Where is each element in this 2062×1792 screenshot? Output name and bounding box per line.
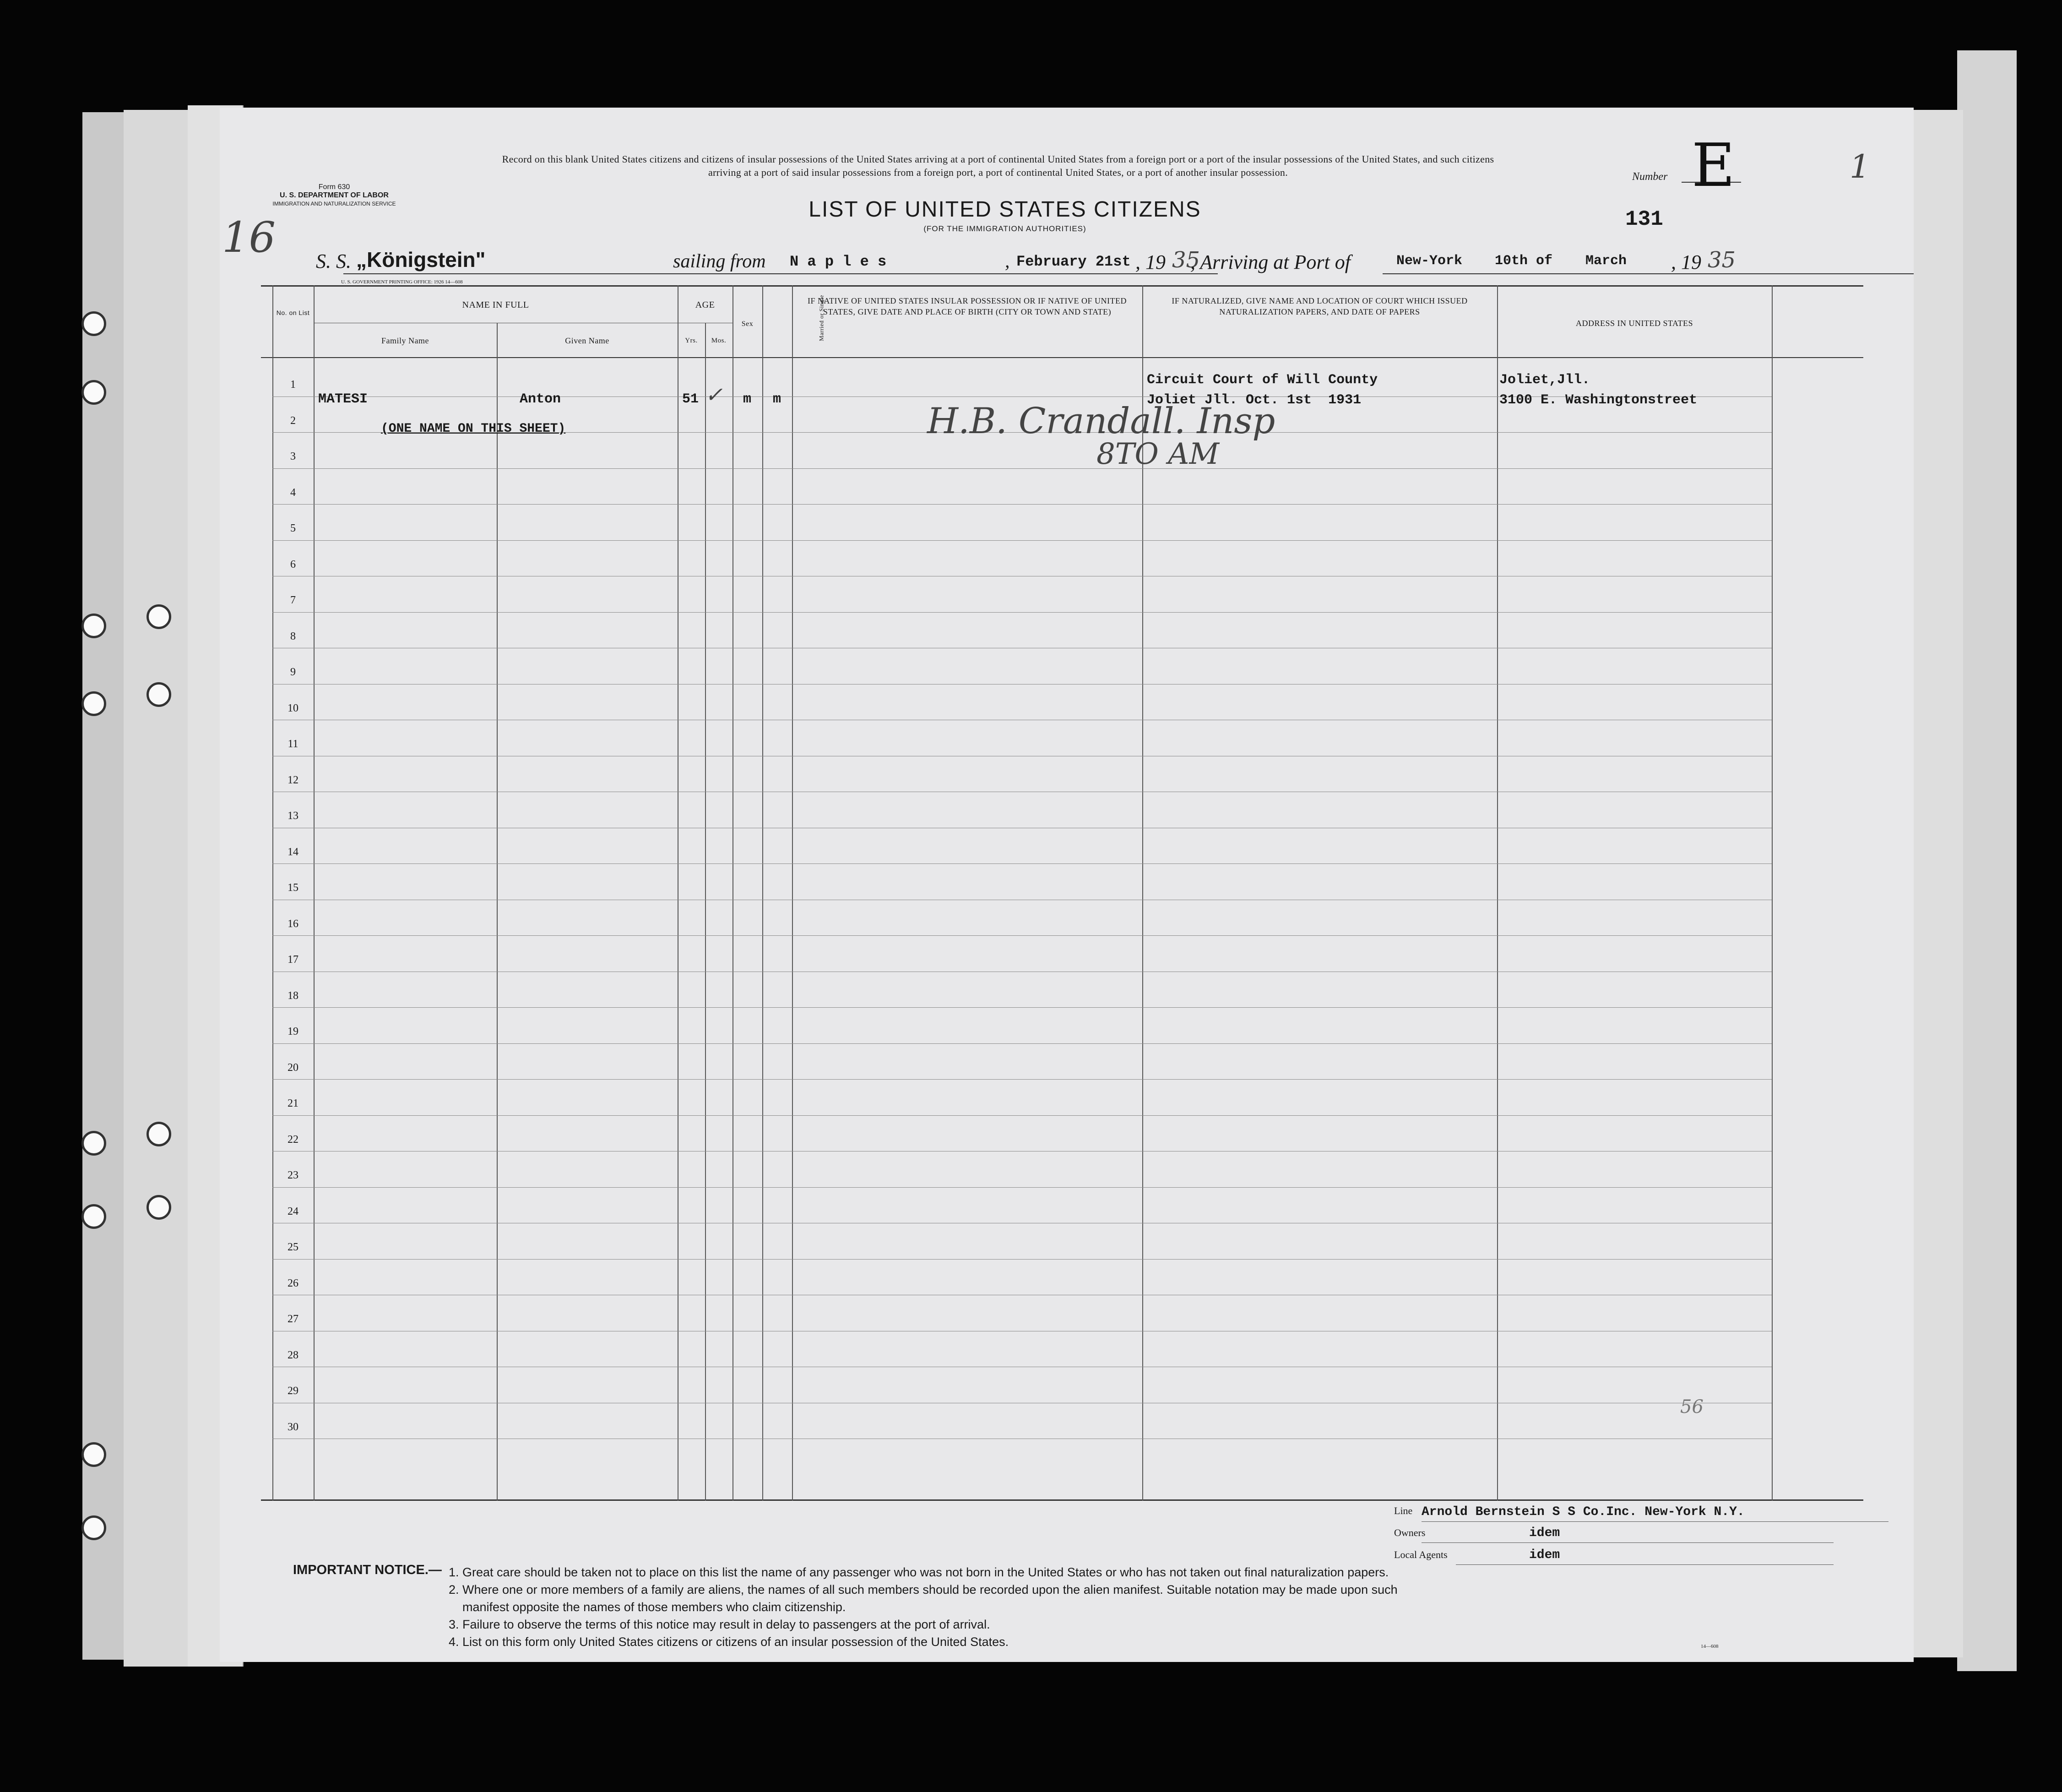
header-name-in-full: NAME IN FULL (462, 300, 529, 310)
row-number: 9 (290, 666, 296, 678)
row-rule (272, 1259, 1772, 1260)
notice-item-2a: 2. Where one or more members of a family are aliens, the names of all such members should be recorded upon the alien manifest. Suitable notation may be made upon such (449, 1583, 1398, 1597)
header-native: IF NATIVE OF UNITED STATES INSULAR POSSESSION OR IF NATIVE OF UNITED STATES, GIVE DATE AND PLACE OF BIRTH (CITY OR TOWN AND STATE) (807, 296, 1127, 316)
form-code: 14—608 (1701, 1644, 1719, 1649)
sailing-port: N a p l e s (790, 253, 887, 270)
header-no: No. on List (276, 309, 310, 316)
row-rule (272, 1079, 1772, 1080)
col-divider (792, 285, 793, 1501)
notice-item-1: 1. Great care should be taken not to place on this list the name of any passenger who was not born in the United States or who has not taken out final naturalization papers. (449, 1565, 1389, 1579)
row-rule (272, 612, 1772, 613)
row-number: 12 (288, 774, 298, 786)
ship-name: „Königstein" (356, 248, 486, 272)
entry-age-yrs: 51 (682, 391, 699, 407)
row-number: 17 (288, 954, 298, 966)
col-divider (762, 285, 763, 1501)
sailing-label: sailing from (673, 251, 766, 272)
form-subtitle: (FOR THE IMMIGRATION AUTHORITIES) (923, 224, 1086, 233)
printing-office: U. S. GOVERNMENT PRINTING OFFICE: 1926 14—608 (341, 279, 463, 285)
entry-family-name: MATESI (318, 391, 368, 407)
row-number: 28 (288, 1349, 298, 1361)
row-number: 4 (290, 486, 296, 499)
col-divider (705, 323, 706, 1501)
entry-address-line1: Joliet,Jll. (1499, 372, 1590, 388)
col-divider (314, 285, 315, 1501)
notice-item-2b: manifest opposite the names of those members who claim citizenship. (462, 1600, 846, 1614)
row-number: 6 (290, 558, 296, 570)
notice-title: IMPORTANT NOTICE.— (293, 1563, 442, 1577)
binder-strip-right (1957, 50, 2017, 1671)
col-divider (1772, 285, 1773, 1501)
header-age: AGE (695, 300, 715, 310)
page-number-stamp: 131 (1625, 207, 1663, 231)
row-number: 29 (288, 1385, 298, 1397)
table-top-rule (261, 285, 1863, 287)
ss-label: S. S. (316, 250, 351, 272)
row-number: 16 (288, 918, 298, 930)
owners-label: Owners (1394, 1527, 1426, 1538)
entry-note: (ONE NAME ON THIS SHEET) (381, 422, 566, 436)
ship-underline (343, 273, 801, 274)
binder-hole (81, 1515, 106, 1540)
binder-hole (147, 1122, 171, 1146)
row-number: 27 (288, 1313, 298, 1325)
header-mos: Mos. (711, 337, 727, 344)
row-number: 25 (288, 1241, 298, 1253)
notice-item-4: 4. List on this form only United States citizens or citizens of an insular possession of the United States. (449, 1635, 1009, 1649)
binder-hole (81, 311, 106, 336)
notice-list (449, 1564, 1882, 1651)
agents-label: Local Agents (1394, 1549, 1448, 1560)
row-number: 21 (288, 1097, 298, 1109)
sailing-year-sep: , 19 (1135, 251, 1166, 273)
row-number: 26 (288, 1277, 298, 1289)
col-divider (1497, 285, 1498, 1501)
entry-age-check: ✓ (705, 382, 723, 407)
owners-value: idem (1529, 1526, 1560, 1540)
row-number: 2 (290, 414, 296, 427)
sailing-date: February 21st (1016, 253, 1131, 270)
arriving-label: , Arriving at Port of (1190, 251, 1351, 273)
service-label: IMMIGRATION AND NATURALIZATION SERVICE (272, 201, 396, 207)
header-bottom-rule (261, 357, 1863, 358)
row-rule (272, 935, 1772, 936)
header-given-name: Given Name (565, 336, 609, 345)
row-number: 5 (290, 522, 296, 534)
header-married: Married or Single (818, 295, 825, 341)
binder-hole (81, 380, 106, 405)
header-sex: Sex (741, 320, 754, 328)
row-rule (272, 468, 1772, 469)
binder-hole (147, 1195, 171, 1220)
row-number: 14 (288, 846, 298, 858)
row-number: 23 (288, 1169, 298, 1181)
row-number: 24 (288, 1205, 298, 1217)
binder-hole (81, 1204, 106, 1229)
binder-hole (81, 691, 106, 716)
entry-sex: m (743, 391, 752, 407)
row-rule (272, 1007, 1772, 1008)
form-header-block (266, 183, 403, 208)
margin-mark: 16 (222, 213, 276, 262)
header-address: ADDRESS IN UNITED STATES (1575, 319, 1693, 328)
binder-hole (147, 682, 171, 707)
row-number: 10 (288, 702, 298, 714)
entry-address-line2: 3100 E. Washingtonstreet (1499, 392, 1698, 408)
department-label: U. S. DEPARTMENT OF LABOR (280, 191, 389, 199)
row-number: 15 (288, 882, 298, 894)
arrival-port: New-York (1396, 253, 1463, 269)
row-number: 11 (288, 738, 298, 750)
line-value: Arnold Bernstein S S Co.Inc. New-York N.Y. (1422, 1505, 1745, 1519)
arrival-date: 10th of March (1495, 253, 1627, 269)
row-number: 13 (288, 810, 298, 822)
row-number: 1 (290, 379, 296, 391)
row-number: 22 (288, 1133, 298, 1146)
row-number: 20 (288, 1061, 298, 1074)
arrival-year-sep: , 19 (1671, 251, 1701, 273)
row-rule (272, 863, 1772, 864)
row-number: 18 (288, 989, 298, 1002)
col-divider (272, 285, 273, 1501)
arrival-underline (1383, 273, 1914, 274)
row-rule (272, 504, 1772, 505)
row-rule (272, 1115, 1772, 1116)
inspector-time: 8TO AM (1096, 437, 1219, 471)
row-number: 30 (288, 1421, 298, 1433)
header-family-name: Family Name (381, 336, 429, 345)
stamp-number: 56 (1680, 1396, 1704, 1417)
binder-hole (81, 614, 106, 638)
corner-mark: 1 (1850, 148, 1870, 185)
manifest-sheet: Form 630 U. S. DEPARTMENT OF LABOR IMMIGRATION AND NATURALIZATION SERVICE Record on this blank United States citizens and citizens of insular possessions of the United States arriving at a port of continental United States from a foreign port or a port of the insular possessions of the United States, and such citizens arriving at a port of said insular possessions from a foreign port, a port of continental United States, or a port of another insular possession. LIST OF UNITED STATES CITIZENS (FOR THE IMMIGRATION AUTHORITIES) Number E 131 1 16 S. S. „Königstein" U. S. GOVERNMENT PRINTING OFFICE: 1926 14—608 sailing from N a p l e s , February 21st , 19 35 , Arriving at Port of New-York 10th of March , 19 35 No. on List NAME IN FULL Family Name Given Name AGE Yrs. Mos. Sex Married or Single IF NATIVE OF UNITED STATES INSULAR POSSESSION OR IF NATIVE OF UNITED STATES, GIVE DATE AND PLACE OF BIRTH (CITY OR TOWN AND STATE) IF NATURALIZED, GIVE NAME AND LOCATION OF COURT WHICH ISSUED NATURALIZATION PAPERS, AND DATE OF PAPERS ADDRESS IN UNITED STATES 1 2 3 4 5 6 7 8 9 10 11 12 13 14 15 16 17 18 19 20 21 22 23 24 25 26 27 28 29 30 MATESI Anton 51 ✓ m m Circuit Court of Will County Joliet Jll. Oct. 1st 1931 Joliet,Jll. 3100 E. Washingtonstreet (ONE NAME ON THIS SHEET) H.B. Crandall. Insp 8TO AM 56 Line Arnold Bernstein S S Co.Inc. New-York N.Y. Owners idem Local Agents idem IMPORTANT NOTICE.— 1. Great care should be taken not to place on this list the name of any passenger who was not born in the United States or who has not taken out final naturalization papers. 2. Where one or more members of a family are aliens, the names of all such members should be recorded upon the alien manifest. Suitable notation may be made upon such manifest opposite the names of those members who claim citizenship. 3. Failure to observe the terms of this notice may result in delay to passengers at the port of arrival. 4. List on this form only United States citizens or citizens of an insular possession of the United States. 14—608 (220, 108, 1914, 1662)
row-number: 7 (290, 594, 296, 606)
inspector-signature: H.B. Crandall. Insp (927, 401, 1275, 442)
row-rule (272, 1043, 1772, 1044)
form-number: Form 630 (318, 183, 350, 191)
binder-hole (81, 1131, 106, 1156)
sailing-year: 35 (1172, 247, 1200, 273)
number-label: Number (1632, 171, 1668, 183)
row-number: 8 (290, 630, 296, 642)
row-number: 19 (288, 1026, 298, 1037)
number-value: E (1692, 130, 1735, 200)
entry-court-line2: Joliet Jll. Oct. 1st 1931 (1147, 392, 1362, 408)
agents-value: idem (1529, 1548, 1560, 1562)
entry-court-line1: Circuit Court of Will County (1147, 372, 1378, 388)
binder-hole (147, 604, 171, 629)
form-instruction: Record on this blank United States citizens and citizens of insular possessions of the United States arriving at a port of continental United States from a foreign port or a port of the insular possessions of the United States, and such citizens arriving at a port of said insular possessions from a foreign port, a port of continental United States, or a port of another insular possession. (502, 153, 1494, 178)
table-bottom-rule (261, 1499, 1863, 1501)
notice-item-3: 3. Failure to observe the terms of this notice may result in delay to passengers at the port of arrival. (449, 1618, 990, 1631)
row-number: 3 (290, 451, 296, 462)
form-title: LIST OF UNITED STATES CITIZENS (809, 197, 1201, 222)
arrival-year: 35 (1708, 247, 1736, 273)
col-divider (497, 323, 498, 1501)
row-rule (272, 1187, 1772, 1188)
entry-given-name: Anton (520, 391, 561, 407)
header-naturalized: IF NATURALIZED, GIVE NAME AND LOCATION OF COURT WHICH ISSUED NATURALIZATION PAPERS, AND DATE OF PAPERS (1172, 296, 1468, 316)
row-rule (272, 540, 1772, 541)
line-label: Line (1394, 1505, 1413, 1516)
header-yrs: Yrs. (685, 337, 698, 344)
entry-marital: m (773, 391, 781, 407)
binder-hole (81, 1442, 106, 1467)
